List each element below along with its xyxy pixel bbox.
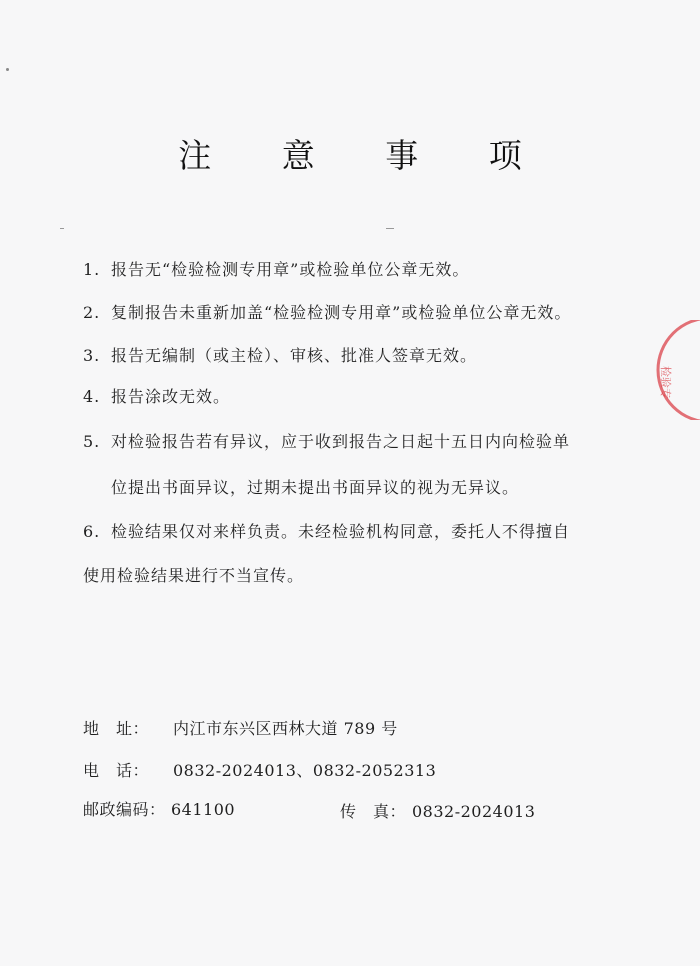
- notice-number: 3.: [83, 346, 101, 365]
- notice-item-4: [83, 377, 643, 417]
- scan-speck: [6, 68, 9, 71]
- notice-number: 2.: [83, 303, 101, 322]
- notice-text: 报告无编制（或主检）、审核、批准人签章无效。: [111, 346, 478, 365]
- address-value: 内江市东兴区西林大道 789 号: [173, 719, 398, 738]
- phone-row: [83, 758, 436, 781]
- fax-row: [340, 799, 535, 822]
- divider-right: [386, 228, 394, 229]
- notice-number: 5.: [83, 432, 101, 451]
- divider-left: [60, 228, 64, 229]
- notice-text: 报告涂改无效。: [111, 387, 231, 406]
- address-row: [83, 716, 398, 739]
- notice-number: 4.: [83, 387, 101, 406]
- seal-text: 检验专: [659, 366, 672, 399]
- notice-text-continued: 使用检验结果进行不当宣传。: [83, 566, 305, 585]
- postcode-label: 邮政编码：: [83, 800, 166, 819]
- notice-item-1: [83, 250, 643, 290]
- notice-item-6: [83, 512, 643, 596]
- notice-text: 检验结果仅对来样负责。未经检验机构同意，委托人不得擅自: [111, 522, 571, 541]
- notice-text: 复制报告未重新加盖“检验检测专用章”或检验单位公章无效。: [111, 303, 572, 322]
- phone-value: 0832-2024013、0832-2052313: [173, 761, 437, 780]
- postcode-value: 641100: [171, 800, 236, 819]
- fax-label: 传 真：: [340, 802, 407, 821]
- notice-item-5: [83, 422, 643, 508]
- postcode-row: [83, 797, 235, 820]
- notice-text-continued: 位提出书面异议，过期未提出书面异议的视为无异议。: [111, 478, 520, 497]
- page-title: 注 意 事 项: [178, 136, 552, 175]
- notice-number: 1.: [83, 260, 101, 279]
- notice-text: 报告无“检验检测专用章”或检验单位公章无效。: [111, 260, 470, 279]
- notice-number: 6.: [83, 522, 101, 541]
- fax-value: 0832-2024013: [412, 802, 536, 821]
- phone-label: 电 话：: [83, 761, 150, 780]
- address-label: 地 址：: [83, 719, 150, 738]
- official-seal: [640, 320, 700, 420]
- notice-item-2: [83, 293, 643, 333]
- notice-item-3: [83, 336, 643, 376]
- notice-text: 对检验报告若有异议，应于收到报告之日起十五日内向检验单: [111, 432, 571, 451]
